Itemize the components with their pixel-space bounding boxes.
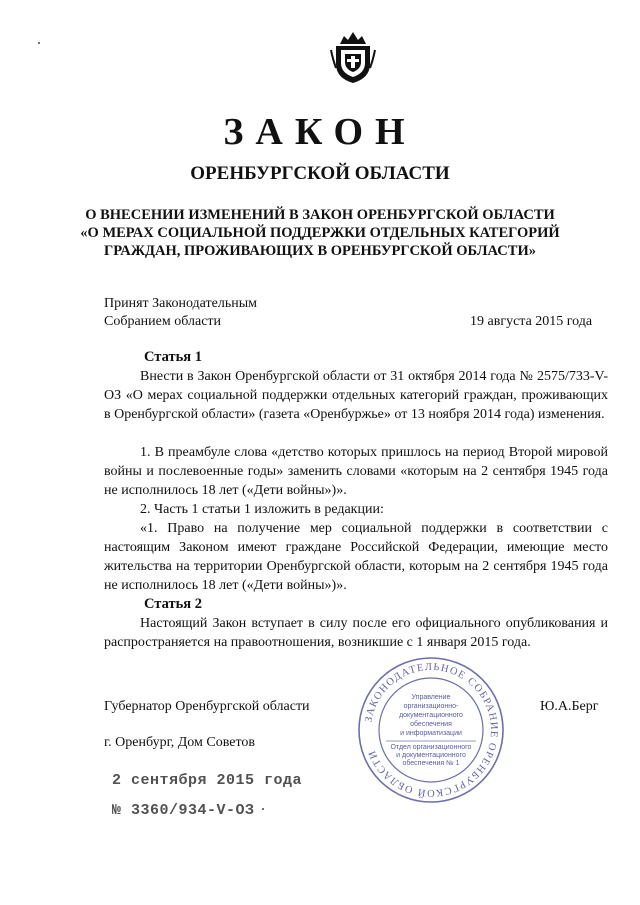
stamp-ring-text: ЗАКОНОДАТЕЛЬНОЕ СОБРАНИЕ ОРЕНБУРГСКОЙ ОБЛАСТИ: [363, 661, 500, 799]
article-2-heading: Статья 2: [144, 596, 202, 612]
signed-date: 2 сентября 2015 года: [112, 772, 303, 789]
stamp-line-5: и информатизации: [400, 730, 462, 737]
law-title-line-2: «О МЕРАХ СОЦИАЛЬНОЙ ПОДДЕРЖКИ ОТДЕЛЬНЫХ КАТЕГОРИЙ: [80, 225, 560, 241]
article-1-quote: «1. Право на получение мер социальной поддержки в соответствии с настоящим Законом имеют граждане Российской Федерации, имеющие место жительства на территории Оренбургской области, которым на 2 сентября 1945 года не исполнилось 18 лет («Дети войны»)».: [104, 521, 608, 593]
official-stamp: [356, 655, 506, 805]
law-number: № 3360/934-V-ОЗ: [112, 802, 255, 819]
scan-speck: [262, 808, 264, 810]
document-title: ЗАКОН: [223, 111, 417, 153]
adopted-by-line-1: Принят Законодательным: [104, 296, 257, 311]
article-1-item-2: 2. Часть 1 статьи 1 изложить в редакции:: [140, 502, 384, 517]
stamp-line-2: организационно-: [403, 703, 459, 710]
law-title-line-3: ГРАЖДАН, ПРОЖИВАЮЩИХ В ОРЕНБУРГСКОЙ ОБЛАСТИ»: [104, 243, 536, 259]
stamp-line-7: и документационного: [396, 752, 466, 759]
signing-place: г. Оренбург, Дом Советов: [104, 735, 255, 750]
stamp-line-8: обеспечения № 1: [402, 760, 460, 767]
document-subtitle: ОРЕНБУРГСКОЙ ОБЛАСТИ: [190, 163, 450, 184]
law-title-line-1: О ВНЕСЕНИИ ИЗМЕНЕНИЙ В ЗАКОН ОРЕНБУРГСКОЙ ОБЛАСТИ: [85, 207, 555, 223]
article-1-heading: Статья 1: [144, 349, 202, 365]
article-1-item-1: 1. В преамбуле слова «детство которых пришлось на период Второй мировой войны и послевоенные годы» заменить словами «которым на 2 сентября 1945 года не исполнилось 18 лет («Дети войны»)».: [104, 445, 608, 498]
scan-speck: [38, 42, 40, 44]
coat-of-arms-icon: [330, 30, 376, 84]
article-1-paragraph: Внести в Закон Оренбургской области от 31 октября 2014 года № 2575/733-V-ОЗ «О мерах социальной поддержки отдельных категорий граждан, проживающих в Оренбургской области» (газета «Оренбуржье» от 13 ноября 2014 года) изменения.: [104, 369, 608, 422]
adoption-date: 19 августа 2015 года: [470, 314, 593, 329]
article-2-paragraph: Настоящий Закон вступает в силу после его официального опубликования и распространяется на правоотношения, возникшие с 1 января 2015 года.: [104, 616, 608, 650]
stamp-line-1: Управление: [411, 694, 451, 701]
stamp-line-3: документационного: [399, 712, 463, 719]
stamp-line-4: обеспечения: [410, 721, 452, 728]
stamp-line-6: Отдел организационного: [390, 744, 472, 751]
governor-title: Губернатор Оренбургской области: [104, 699, 310, 714]
adopted-by-line-2: Собранием области: [104, 314, 222, 329]
governor-name: Ю.А.Берг: [540, 699, 599, 714]
